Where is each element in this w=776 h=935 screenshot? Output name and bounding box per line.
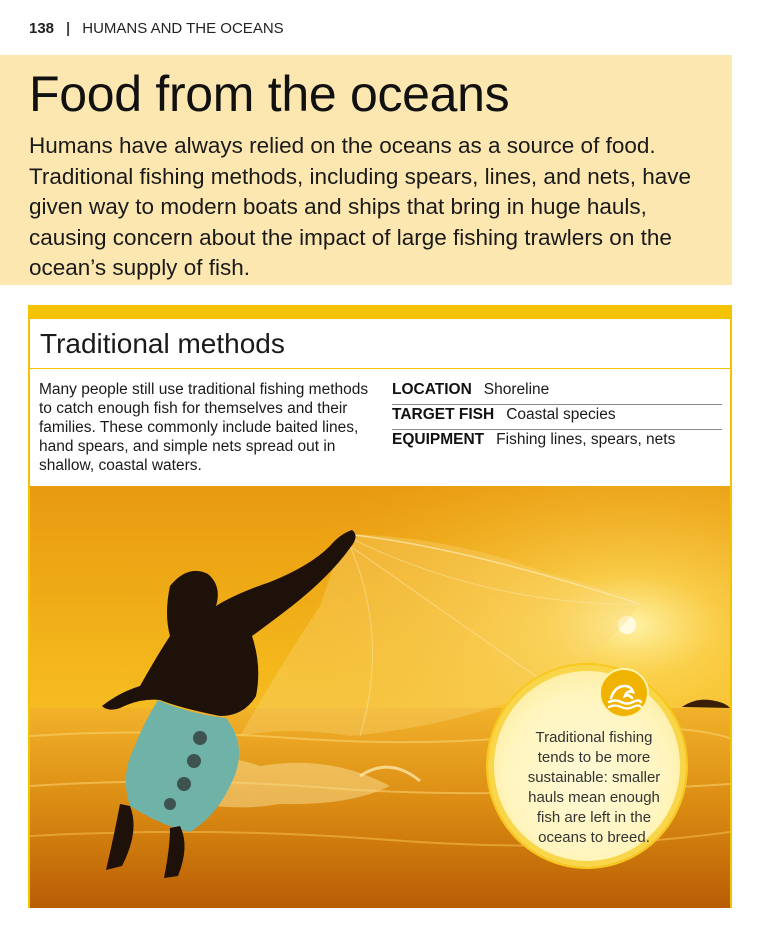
fact-label: LOCATION	[392, 381, 472, 398]
section-name: HUMANS AND THE OCEANS	[82, 20, 284, 37]
callout-text: Traditional fishing tends to be more sustainable: smaller hauls mean enough fish are left in the oceans to breed.	[527, 729, 661, 846]
panel-info-row	[30, 369, 730, 485]
fact-value: Coastal species	[506, 406, 616, 423]
running-head	[29, 20, 284, 38]
page-number: 138	[29, 20, 55, 37]
panel-description: Many people still use traditional fishing methods to catch enough fish for themselves and their families. These commonly include baited lines, hand spears, and simple nets spread out in shallow, coastal waters.	[39, 381, 369, 474]
page-title: Food from the oceans	[29, 66, 510, 122]
fact-label: TARGET FISH	[392, 406, 495, 423]
fact-row	[392, 380, 722, 405]
fact-value: Shoreline	[483, 381, 550, 398]
intro-paragraph: Humans have always relied on the oceans as a source of food. Traditional fishing methods, including spears, lines, and nets, have given way to modern boats and ships that bring in huge hauls, causing concern about the impact of large fishing trawlers on the ocean’s supply of fish.	[29, 133, 692, 280]
fact-label: EQUIPMENT	[392, 431, 485, 448]
fact-row	[392, 405, 722, 430]
running-head-separator: |	[66, 20, 71, 37]
fact-row	[392, 430, 722, 455]
panel-title-row	[30, 319, 730, 369]
intro-box	[0, 55, 732, 285]
fact-list	[392, 380, 722, 455]
fact-value: Fishing lines, spears, nets	[496, 431, 676, 448]
wave-icon	[599, 668, 649, 718]
panel-title: Traditional methods	[40, 327, 285, 359]
